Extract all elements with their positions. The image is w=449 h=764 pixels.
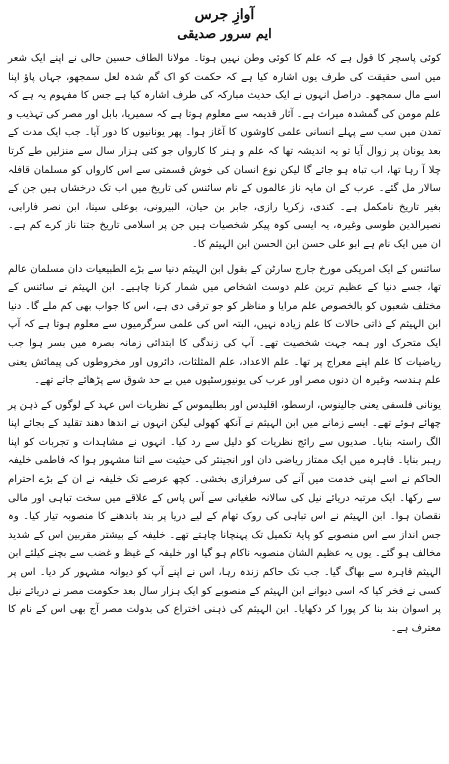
column-title: آوازِ جرس (194, 7, 255, 23)
author-byline: ایم سرور صدیقی (177, 27, 272, 42)
article-paragraph-2: سائنس کے ایک امریکی مورخ جارج سارٹن کے بقول ابن الہیثم دنیا سے بڑے الطبیعیات دان مسلمان عالم تھا، جسے دنیا کے عظیم ترین علم دوست اشخاص میں شمار کرنا چاہیے۔ ابن الہیثم نے سائنس کے مختلف شعبوں کو بالخصوص علم مرایا و مناظر کو جو ترقی دی ہے، اس کا جواب بھی کم ملے گا۔ دنیا ابن الہیثم کے ذاتی حالات کا علم زیادہ نہیں، البتہ اس کی علمی سرگرمیوں سے معلوم ہوتا ہے کہ آپ ایک متحرک اور ہمہ جہت شخصیت تھے۔ آپ کی زندگی کا ابتدائی زمانہ بصرہ میں بسر ہوا جب ریاضیات کا علم اپنے معراج پر تھا۔ علم الاعداد، علم المثلثات، دائروں اور مخروطوں کی پیمائش یعنی علم ہندسہ وغیرہ ان دنوں مصر اور عرب کی یونیورسٹیوں میں بے حد شوق سے پڑھائے جاتے تھے۔ (8, 263, 441, 387)
article-paragraph-1: کوئی پاسچر کا قول ہے کہ علم کا کوئی وطن نہیں ہوتا۔ مولانا الطاف حسین حالی نے اپنے ایک شعر میں اسی حقیقت کی طرف یوں اشارہ کیا ہے کہ حکمت کو اک گم شدہ لعل سمجھو، جہاں پاؤ اپنا اسے مال سمجھو۔ دراصل انہوں نے ایک حدیث مبارکہ کی طرف اشارہ کیا ہے جس کا مفہوم یہ ہے کہ علم مومن کی گمشدہ میراث ہے۔ آثار قدیمہ سے معلوم ہوتا ہے کہ سمیریا، بابل اور مصر کی تہذیب و تمدن میں سب سے پہلے انسانی علمی کاوشوں کا آغاز ہوا۔ پھر یونانیوں کا دور آیا۔ جب ایک مدت کے بعد یونان پر زوال آیا تو یہ اندیشہ تھا کہ علم و ہنر کا کارواں جو کئی ہزار سال سے منزلیں طے کرتا چلا آ رہا تھا، اب تباہ ہو جائے گا لیکن نوع انسان کی خوش قسمتی سے اس کارواں کو مسلمان قافلہ سالار مل گئے۔ عرب کے ان مایہ ناز عالموں کے نام سائنس کی تاریخ میں اب تک درخشاں ہیں جن کے بغیر تاریخ نامکمل ہے۔ کندی، زکریا رازی، جابر بن حیان، البیرونی، بوعلی سینا، ابن نصر فارابی، نصیرالدین طوسی وغیرہ، یہ ایسی کوہ پیکر شخصیات ہیں جن پر اسلامی تاریخ جتنا ناز کرے کم ہے۔ ان میں ایک نام ہے ابو علی حسن ابن الحسن ابن الہیثم کا۔ (8, 53, 441, 250)
article-paragraph-3: یونانی فلسفی یعنی جالینوس، ارسطو، اقلیدس اور بطلیموس کے نظریات اس عہد کے لوگوں کے ذہن پر چھائے ہوئے تھے۔ ایسے زمانے میں ابن الہیثم نے آنکھ کھولی لیکن انہوں نے اندھا دھند تقلید کے بجائے اپنا الگ راستہ بنایا۔ صدیوں سے رائج نظریات کو دلیل سے رد کیا۔ انہوں نے مشاہدات و تجربات کو اپنا رہبر بنایا۔ قاہرہ میں ایک ممتاز ریاضی دان اور انجینئر کی حیثیت سے اتنا مشہور ہوا کہ فاطمی خلیفہ الحاکم نے اسے اپنی خدمت میں آنے کی سرفرازی بخشی۔ کچھ عرصے تک خلیفہ نے ان کے بڑے احترام سے رکھا۔ ایک مرتبہ دریائے نیل کی سالانہ طغیانی سے آس پاس کے علاقے میں سخت تباہی اور مالی نقصان ہوا۔ ابن الہیثم نے اس تباہی کی روک تھام کے لیے دریا پر بند باندھنے کا منصوبہ تیار کیا۔ وہ جس انداز سے اس منصوبے کو پایۂ تکمیل تک پہنچانا چاہتے تھے۔ خلیفہ کے بیشتر مقربین اس کے شدید مخالف ہو گئے۔ یوں یہ عظیم الشان منصوبہ ناکام ہو گیا اور خلیفہ کے غیظ و غضب سے بچنے کیلئے ابن الہیثم قاہرہ سے بھاگ گیا۔ جب تک حاکم زندہ رہا، اس نے اپنے آپ کو دیوانہ مشہور کر دیا۔ اس پر کسی نے فخر کیا کہ اسی دیوانے ابن الہیثم کے منصوبے کو ایک ہزار سال بعد حکومت مصر نے دریائے نیل پر اسوان بند بنا کر پورا کر دکھایا۔ ابن الہیثم کی ذہنی اختراع کی بدولت مصر آج بھی اس کے نام کا معترف ہے۔ (8, 399, 441, 634)
